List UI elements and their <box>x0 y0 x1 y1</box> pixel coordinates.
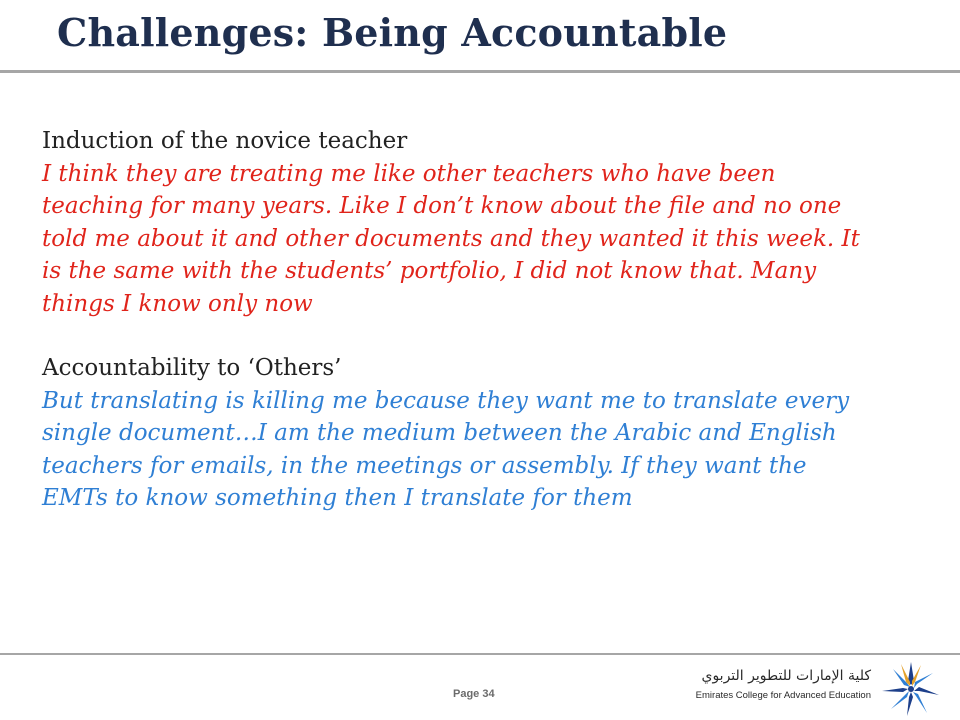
slide-body <box>42 125 872 515</box>
section-heading-induction: Induction of the novice teacher <box>42 128 408 154</box>
section-spacer <box>42 320 872 352</box>
section-heading-accountability: Accountability to ‘Others’ <box>42 355 342 381</box>
title-divider <box>0 70 960 73</box>
page-number: Page 34 <box>453 688 495 700</box>
logo-english-text: Emirates College for Advanced Education <box>695 690 871 701</box>
quote-accountability: But translating is killing me because they want me to translate every single document…I am the medium between the Arabic and English teachers for emails, in the meetings or assembly. If they want the EMTs to know something then I translate for them <box>42 387 850 511</box>
slide-title: Challenges: Being Accountable <box>57 10 728 55</box>
college-logo <box>690 660 945 718</box>
quote-induction: I think they are treating me like other teachers who have been teaching for many years. Like I don’t know about the file and no one told me about it and other documents and they wanted it this week. It is the same with the students’ portfolio, I did not know that. Many things I know only now <box>42 160 860 317</box>
footer-divider <box>0 653 960 655</box>
logo-arabic-text: كلية الإمارات للتطوير التربوي <box>701 668 871 684</box>
star-burst-logo-icon <box>877 660 945 718</box>
